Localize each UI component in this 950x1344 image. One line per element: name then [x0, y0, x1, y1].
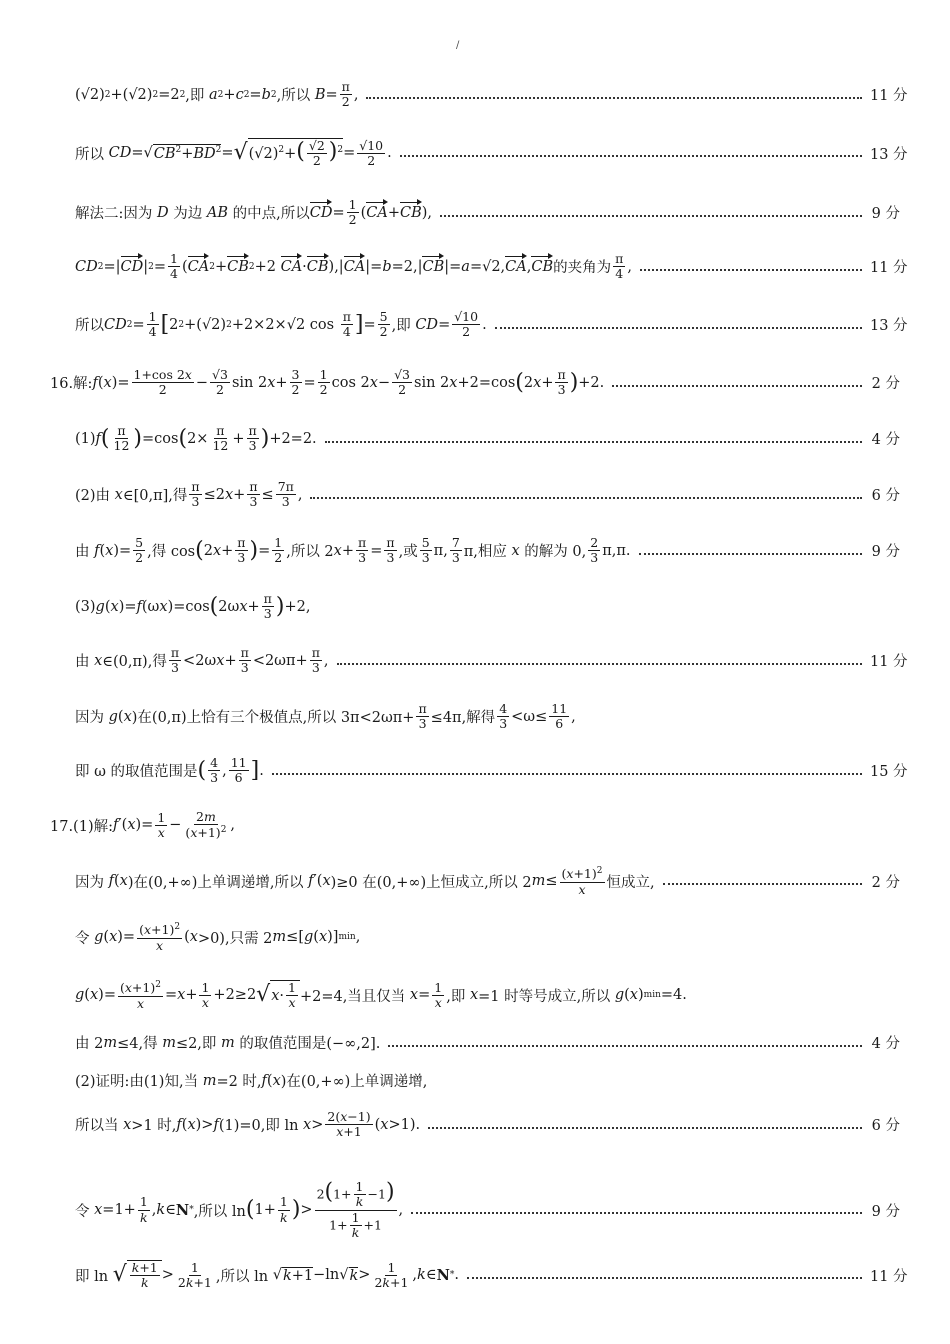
leader-dots [366, 97, 862, 99]
score: 2 分 [871, 376, 900, 393]
solution-line [50, 368, 900, 398]
solution-line [75, 592, 900, 622]
line-content: 由 2 m ≤4,得 m ≤2,即 m 的取值范围是(−∞,2]. [75, 1034, 381, 1052]
solution-line [50, 810, 900, 841]
solution-line [75, 980, 900, 1011]
score: 11 分 [870, 1268, 908, 1285]
solution-line [75, 755, 908, 786]
leader-dots [663, 883, 862, 885]
line-content: (3) g ( x )= f (ω x )=cos ( 2ω x + $\frac{\pi}{3}$ ) +2, [75, 591, 311, 622]
score: 11 分 [870, 654, 908, 671]
solution-line [75, 424, 900, 454]
score: 13 分 [870, 318, 908, 335]
solution-line [75, 480, 900, 510]
line-content: 因为 f ( x )在(0,+∞)上单调递增,所以 f ′( x )≥0 在(0,+∞)上恒成立,所以 2 m ≤ $\frac{(x+1)^2}{x}$ 恒成立, [75, 866, 655, 897]
score: 9 分 [871, 206, 900, 223]
solution-line [75, 645, 908, 676]
solution-line [75, 251, 908, 282]
solution-line [75, 1110, 900, 1140]
solution-line [75, 198, 900, 228]
line-content: 由 x ∈(0,π),得 $\frac{\pi}{3}$ <2ω x + $\frac{\pi}{3}$ <2ωπ+ $\frac{\pi}{3}$ , [75, 645, 329, 676]
score: 6 分 [871, 488, 900, 505]
leader-dots [495, 327, 862, 329]
solution-line [75, 137, 908, 169]
line-content: 即 ln √ $\frac{k+1}{k}$ > $\frac{1}{2k+1}$ ,所以 ln √ k+1 −ln √ k > $\frac{1}{2k+1}$ , k ∈ N * . [75, 1260, 459, 1291]
leader-dots [337, 663, 862, 665]
line-content: 解法二:因为 D 为边 AB 的中点,所以 CD = $\frac{1}{2}$ ( CA + CB ), [75, 197, 432, 228]
score: 9 分 [871, 544, 900, 561]
line-content: 令 x =1+ $\frac{1}{k}$ , k ∈ N * ,所以 ln ( 1+ $\frac{1}{k}$ ) > 2(1+ $\frac{1}{k}$ −1) 1+ $\frac{1}{k}$ +1 , [75, 1179, 404, 1241]
line-content: (1) f ( $\frac{\pi}{12}$ ) =cos ( 2× $\frac{\pi}{12}$ + $\frac{\pi}{3}$ ) +2=2. [75, 423, 317, 454]
line-content: CD 2 =| CD | 2 = $\frac{1}{4}$ ( CA 2 + CB 2 +2 CA · CB ),| CA |= b =2,| CB |= a =√2, CA , CB 的夹角为 $\frac{\pi}{4}$ , [75, 251, 632, 282]
line-content: 所以当 x >1 时, f ( x )> f (1)=0,即 ln x > $\frac{2(x-1)}{x+1}$ ( x >1). [75, 1109, 421, 1140]
solution-line [75, 866, 900, 897]
score: 2 分 [871, 874, 900, 891]
score: 9 分 [871, 1203, 900, 1220]
score: 6 分 [871, 1118, 900, 1135]
leader-dots [639, 553, 863, 555]
line-content: (2)由 x ∈[0,π],得 $\frac{\pi}{3}$ ≤2 x + $\frac{\pi}{3}$ ≤ $\frac{7\pi}{3}$ , [75, 479, 303, 510]
solution-line [75, 1070, 900, 1091]
solution-line [75, 1032, 900, 1053]
score: 15 分 [870, 764, 908, 781]
score: 4 分 [871, 432, 900, 449]
leader-dots [272, 773, 862, 775]
solution-line [75, 702, 900, 732]
line-content: (2)证明:由(1)知,当 m =2 时, f ( x )在(0,+∞)上单调递增, [75, 1072, 428, 1090]
leader-dots [400, 155, 862, 157]
solution-line [75, 922, 900, 953]
page-mark: / [456, 40, 460, 51]
line-content: 所以 CD = √ $CB^2+BD^2$ = √ $(√2)^2+$( $\frac{√2}{2}$ )$^2$ = $\frac{√10}{2}$ . [75, 138, 392, 169]
leader-dots [467, 1277, 862, 1279]
leader-dots [640, 269, 862, 271]
leader-dots [612, 385, 862, 387]
line-content: 即 ω 的取值范围是 ( $\frac{4}{3}$ , $\frac{11}{6}$ ] . [75, 755, 264, 786]
line-content: 因为 g ( x )在(0,π)上恰有三个极值点,所以 3π<2ωπ+ $\frac{\pi}{3}$ ≤4π,解得 $\frac{4}{3}$ <ω≤ $\frac{11}{6}$ , [75, 701, 576, 732]
leader-dots [428, 1127, 862, 1129]
score: 11 分 [870, 260, 908, 277]
line-content: 令 g ( x )= $\frac{(x+1)^2}{x}$ ( x >0),只需 2 m ≤[ g ( x )] min , [75, 922, 361, 953]
leader-dots [440, 215, 862, 217]
solution-line [75, 536, 900, 566]
score: 11 分 [870, 88, 908, 105]
leader-dots [411, 1212, 862, 1214]
line-content: 由 f ( x )= $\frac{5}{2}$ ,得 cos ( 2 x + $\frac{\pi}{3}$ ) = $\frac{1}{2}$ ,所以 2 x + $\frac{\pi}{3}$ = $\frac{\pi}{3}$ ,或 $\frac{5}{3}$ π, $\frac{7}{3}$ π,相应 x 的解为 0, $\frac{2}{3}$ π,π. [75, 535, 631, 566]
line-content: 16.解: f ( x )= $\frac{1+\cos 2x}{2}$ − $\frac{√3}{2}$ sin 2 x + $\frac{3}{2}$ = $\frac{1}{2}$ cos 2 x − $\frac{√3}{2}$ sin 2 x +2=cos ( 2 x + $\frac{\pi}{3}$ ) +2. [50, 367, 605, 398]
solution-line [75, 1180, 900, 1241]
line-content: (√2) 2 +(√2) 2 =2 2 ,即 a 2 + c 2 = b 2 ,所以 B = $\frac{\pi}{2}$ , [75, 79, 359, 110]
score: 4 分 [871, 1036, 900, 1052]
solution-line [75, 79, 908, 110]
leader-dots [325, 441, 862, 443]
solution-line [75, 309, 908, 340]
line-content: 17.(1)解: f ′( x )= $\frac{1}{x}$ − $\frac{2m}{(x+1)^2}$ , [50, 809, 236, 841]
leader-dots [388, 1045, 862, 1047]
line-content: g ( x )= $\frac{(x+1)^2}{x}$ = x + $\frac{1}{x}$ +2≥2 √ x· $\frac{1}{x}$ +2=4,当且仅当 x = $\frac{1}{x}$ ,即 x =1 时等号成立,所以 g ( x ) min =4. [75, 980, 687, 1011]
line-content: 所以 CD 2 = $\frac{1}{4}$ [ 2 2 +(√2) 2 +2×2×√2 cos $\frac{\pi}{4}$ ] = $\frac{5}{2}$ ,即 CD = $\frac{√10}{2}$ . [75, 309, 487, 340]
score: 13 分 [870, 146, 908, 163]
solution-line [75, 1259, 908, 1291]
leader-dots [310, 497, 862, 499]
